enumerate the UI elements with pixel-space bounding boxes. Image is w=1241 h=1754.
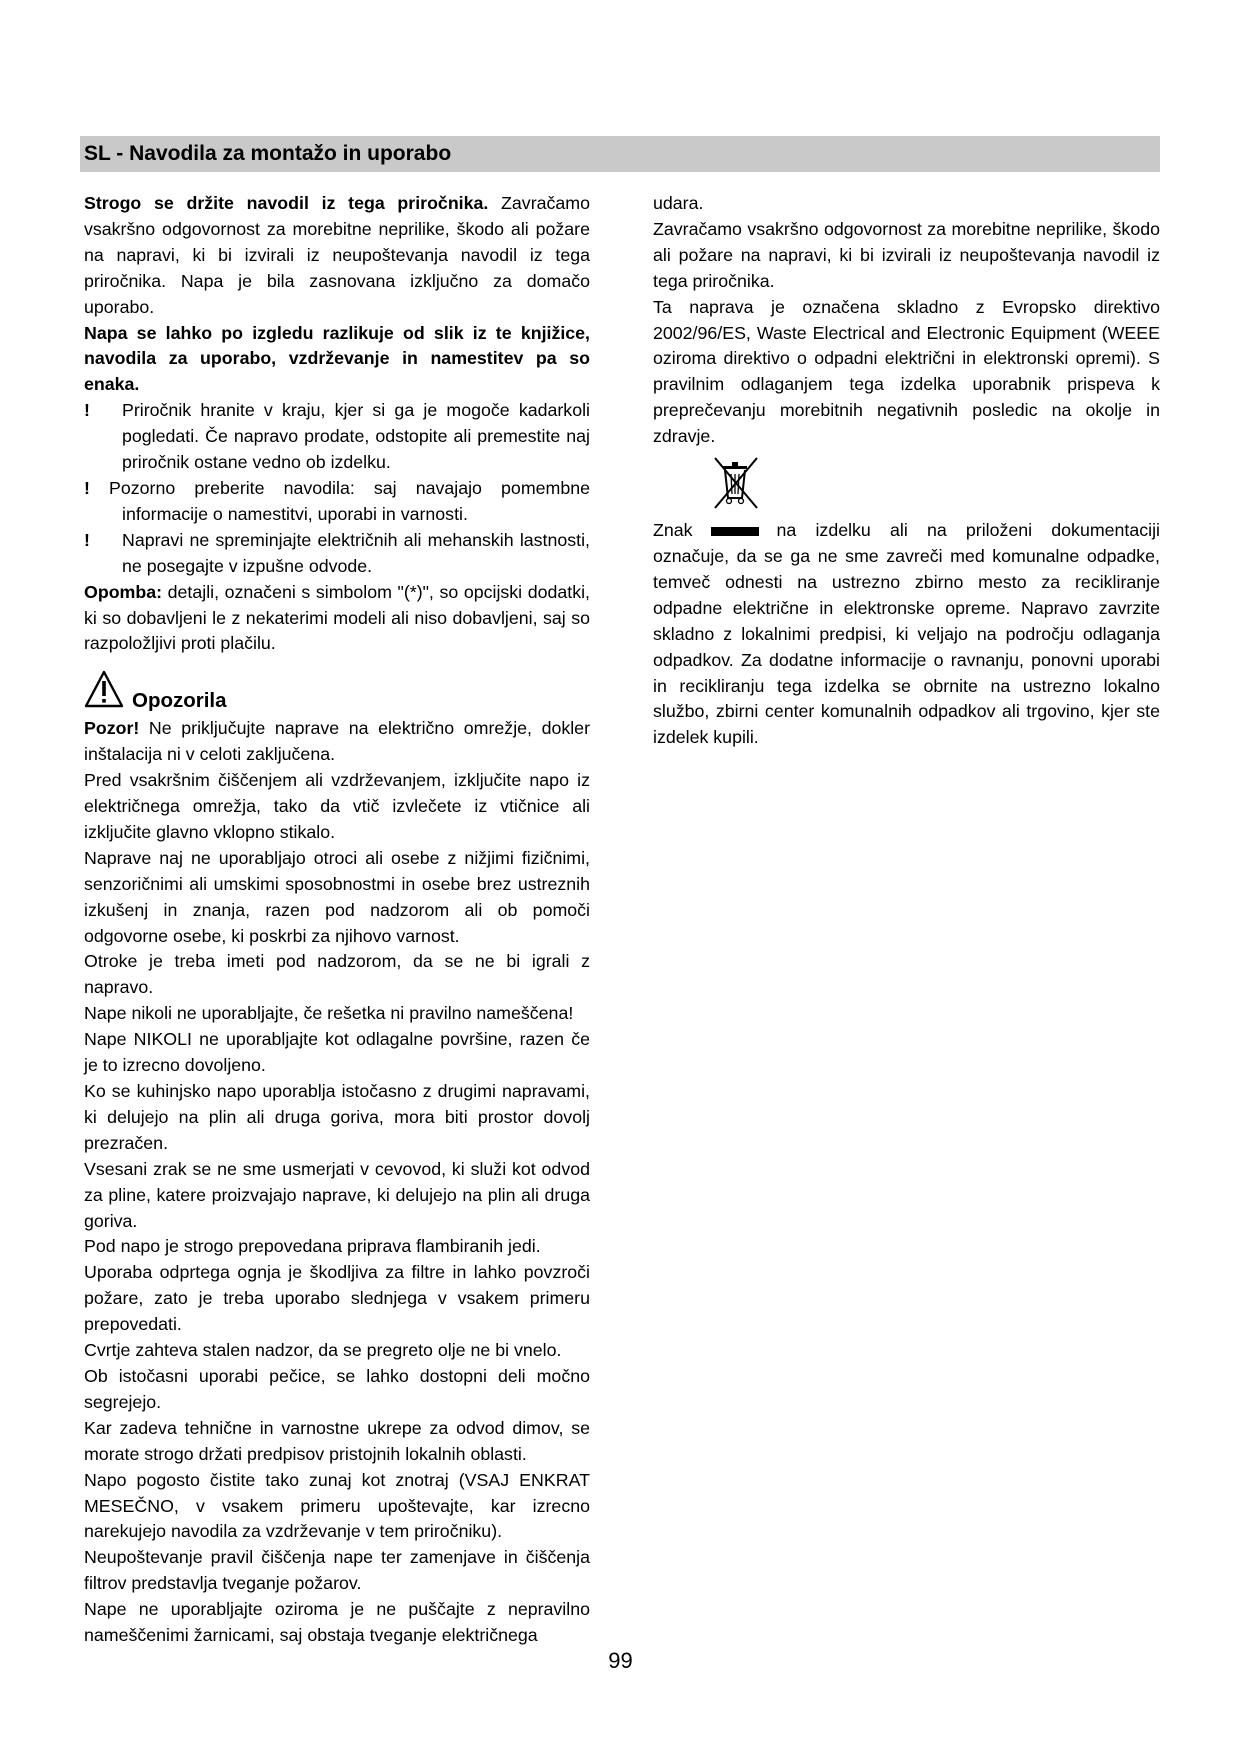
warning-paragraph: Otroke je treba imeti pod nadzorom, da se ne bi igrali z napravo. — [84, 951, 590, 998]
warning-paragraph: Pod napo je strogo prepovedana priprava flambiranih jedi. — [84, 1236, 541, 1257]
warning-paragraph: Cvrtje zahteva stalen nadzor, da se pregreto olje ne bi vnelo. — [84, 1340, 562, 1361]
pozor-paragraph — [84, 716, 590, 768]
liability-paragraph: Zavračamo vsakršno odgovornost za morebitne neprilike, škodo ali požare na napravi, ki bi izvirali iz neupoštevanja navodil iz tega priročnika. — [653, 218, 1160, 291]
bullet-item — [84, 476, 590, 528]
bullet-text: Napravi ne spreminjajte električnih ali mehanskih lastnosti, ne posegajte v izpušne odvode. — [122, 529, 590, 576]
warning-paragraph: Ko se kuhinjsko napo uporablja istočasno z drugimi napravami, ki delujejo na plin ali druga goriva, mora biti prostor dovolj prezračen. — [84, 1081, 590, 1153]
continuation-text: udara. — [653, 193, 704, 213]
warning-paragraph: Uporaba odprtega ognja je škodljiva za filtre in lahko povzroči požare, zato je treba uporabo slednjega v vsakem primeru prepovedati. — [84, 1262, 590, 1335]
warnings-title: Opozorila — [132, 689, 227, 713]
note-text: detajli, označeni s simbolom "(*)", so opcijski dodatki, ki so dobavljeni le z nekaterimi modeli ali niso dobavljeni, saj so razpoložljivi proti plačilu. — [84, 581, 590, 654]
warning-paragraph: Pred vsakršnim čiščenjem ali vzdrževanjem, izključite napo iz električnega omrežja, tako da vtič izvlečete iz vtičnice ali izključite glavno vklopno stikalo. — [84, 770, 590, 842]
black-bar-symbol — [711, 527, 759, 536]
bullet-item — [84, 398, 590, 476]
section-title: SL - Navodila za montažo in uporabo — [84, 142, 452, 165]
bullet-item — [84, 528, 590, 580]
znak-label: Znak — [653, 520, 693, 541]
warnings-heading — [84, 672, 590, 716]
appearance-notice: Napa se lahko po izgledu razlikuje od slik iz te knjižice, navodila za uporabo, vzdrževanje in namestitev pa so enaka. — [84, 322, 590, 395]
page-number: 99 — [608, 1648, 633, 1673]
warning-triangle-icon — [84, 670, 124, 716]
warning-paragraph: Nape ne uporabljajte oziroma je ne puščajte z nepravilno nameščenimi žarnicami, saj obstaja tveganje električnega — [84, 1599, 590, 1646]
bullet-text: Priročnik hranite v kraju, kjer si ga je mogoče kadarkoli pogledati. Če napravo prodate, odstopite ali premestite naj priročnik ostane vedno ob izdelku. — [122, 400, 590, 473]
exclamation-mark: ! — [84, 400, 90, 421]
left-column — [84, 191, 590, 1649]
bullet-text: Pozorno preberite navodila: saj navajajo pomembne informacije o namestitvi, uporabi in varnosti. — [89, 477, 590, 524]
pozor-text: Ne priključujte naprave na električno omrežje, dokler inštalacija ni v celoti zaključena. — [84, 718, 590, 765]
znak-paragraph — [653, 518, 1160, 751]
exclamation-mark: ! — [84, 477, 90, 498]
warning-paragraph: Neupoštevanje pravil čiščenja nape ter zamenjave in čiščenja filtrov predstavlja tveganje požarov. — [84, 1547, 590, 1594]
right-column — [653, 191, 1160, 751]
warning-paragraph: Naprave naj ne uporabljajo otroci ali osebe z nižjimi fizičnimi, senzoričnimi ali umskimi sposobnostmi in osebe brez ustreznih izkušenj in znanja, razen pod nadzorom ali ob pomoči odgovorne osebe, ki poskrbi za njihovo varnost. — [84, 847, 590, 946]
weee-paragraph: Ta naprava je označena skladno z Evropsko direktivo 2002/96/ES, Waste Electrical and Electronic Equipment (WEEE oziroma direktivo o odpadni električni in elektronski opremi). S pravilnim odlaganjem tega izdelka uporabnik prispeva k preprečevanju morebitnih negativnih posledic na okolje in zdravje. — [653, 296, 1160, 447]
warning-paragraph: Napo pogosto čistite tako zunaj kot znotraj (VSAJ ENKRAT MESEČNO, v vsakem primeru upoštevajte, kar izrecno narekujejo navodila za vzdrževanje v tem priročniku). — [84, 1469, 590, 1542]
intro-bold: Strogo se držite navodil iz tega priročnika. — [84, 193, 489, 213]
warning-paragraph: Ob istočasni uporabi pečice, se lahko dostopni deli močno segrejejo. — [84, 1365, 590, 1412]
intro-paragraph — [84, 191, 590, 321]
note-paragraph — [84, 580, 590, 658]
intro-text: Zavračamo vsakršno odgovornost za morebitne neprilike, škodo ali požare na napravi, ki bi izvirali iz neupoštevanja navodil iz tega priročnika. Napa je bila zasnovana izključno za domačo uporabo. — [84, 193, 590, 317]
warning-paragraph: Nape nikoli ne uporabljajte, če rešetka ni pravilno nameščena! — [84, 1003, 574, 1024]
note-label: Opomba: — [84, 581, 163, 602]
pozor-label: Pozor! — [84, 718, 140, 739]
exclamation-mark: ! — [84, 529, 90, 550]
weee-symbol-area — [653, 458, 1160, 518]
warning-paragraph: Nape NIKOLI ne uporabljajte kot odlagalne površine, razen če je to izrecno dovoljeno. — [84, 1029, 590, 1076]
warning-paragraph: Vsesani zrak se ne sme usmerjati v cevovod, ki služi kot odvod za pline, katere proizvajajo naprave, ki delujejo na plin ali druga goriva. — [84, 1158, 590, 1231]
section-header — [80, 136, 1160, 172]
crossed-bin-icon — [707, 454, 765, 520]
warning-paragraph: Kar zadeva tehnične in varnostne ukrepe za odvod dimov, se morate strogo držati predpisov pristojnih lokalnih oblasti. — [84, 1417, 590, 1464]
znak-text: na izdelku ali na priloženi dokumentaciji označuje, da se ga ne sme zavreči med komunalne odpadke, temveč odnesti na ustrezno zbirno mesto za recikliranje odpadne električne in elektronske opreme. Napravo zavrzite skladno z lokalnimi predpisi, ki veljajo na področju odlaganja odpadkov. Za dodatne informacije o ravnanju, ponovni uporabi in recikliranju tega izdelka se obrnite na ustrezno lokalno službo, zbirni center komunalnih odpadkov ali trgovino, kjer ste izdelek kupili. — [653, 520, 1160, 748]
